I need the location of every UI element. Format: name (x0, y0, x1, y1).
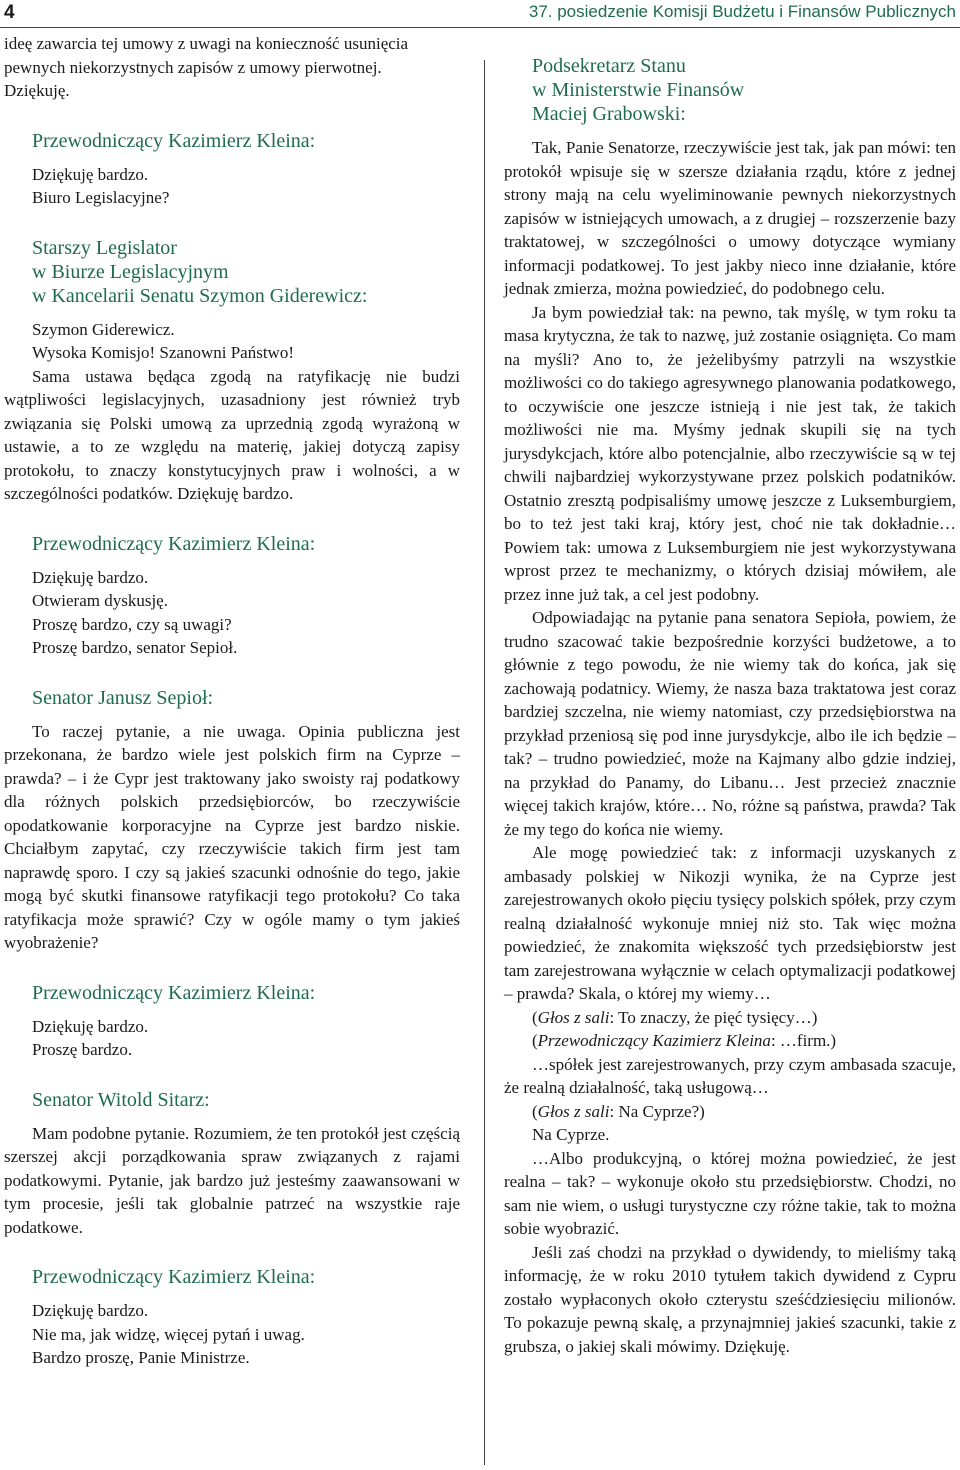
paragraph: To raczej pytanie, a nie uwaga. Opinia publiczna jest przekonana, że bardzo wiele jest polskich firm na Cyprze – prawda? – i że Cypr jest traktowany jako swoisty raj podatkowy dla różnych polskich przedsiębiorców, bo rzeczywiście opodatkowanie korporacyjne na Cyprze jest bardzo niskie. Chciałbym zapytać, czy rzeczywiście takich firm jest tam naprawdę sporo. I czy są jakieś szacunki odnośnie do tego, jakie mogą być skutki finansowe ratyfikacji tego protokołu? Co taka ratyfikacja może sprawić? Czy w ogóle mamy o tym jakieś wyobrażenie? (4, 721, 460, 952)
paragraph: …spółek jest zarejestrowanych, przy czym ambasada szacuje, że realną działalność, taką usługową… (504, 1054, 956, 1097)
speaker-heading-line: Starszy Legislator (32, 236, 177, 259)
interjection: (Głos z sali: To znaczy, że pięć tysięcy…) (532, 1007, 818, 1027)
column-divider (484, 60, 485, 1465)
paragraph: Nie ma, jak widzę, więcej pytań i uwag. (32, 1324, 305, 1344)
paragraph: Na Cyprze. (532, 1125, 610, 1144)
speaker-heading: Przewodniczący Kazimierz Kleina: (32, 981, 316, 1004)
paragraph: Otwieram dyskusję. (32, 591, 168, 610)
speaker-heading-line: Podsekretarz Stanu (532, 55, 686, 77)
speaker-heading-line: w Biurze Legislacyjnym (32, 260, 229, 283)
interjection-text: : Na Cyprze?) (609, 1101, 705, 1121)
speaker-heading-line: w Kancelarii Senatu Szymon Giderewicz: (32, 284, 368, 307)
interjection-speaker: Głos z sali (537, 1101, 610, 1121)
speaker-heading: Przewodniczący Kazimierz Kleina: (32, 1266, 316, 1288)
interjection-text: : To znaczy, że pięć tysięcy…) (609, 1007, 818, 1027)
paragraph: Odpowiadając na pytanie pana senatora Sepioła, powiem, że trudno szacować takie bezpośrednie korzyści budżetowe, a to głównie z tego powodu, że nie wiemy tak do końca, jak się zachowają podatnicy. Wiemy, że nasza baza traktatowa jest coraz bardziej szczelna, nie wiemy natomiast, czy przedsiębiorstwa na przykład przeniosą się pod inne jurysdykcje, albo ile ich będzie – tak? – trudno powiedzieć, może na Kajmany albo gdzie indziej, na przykład do Panamy, do Libanu… Jest przecież znacznie więcej takich krajów, które… No, różne są państwa, prawda? Tak że my tego do końca nie wiemy. (504, 608, 956, 839)
paragraph: Ja bym powiedział tak: na pewno, tak myślę, w tym roku ta masa krytyczna, że tak to nazwę, już zostanie osiągnięta. Co mam na myśli? Ano to, że jeżelibyśmy patrzyli na wszystkie możliwości co do takiego agresywnego planowania podatkowego, to oczywiście one jeszcze istnieją i nie jest tak, że takich możliwości nie ma. Myśmy jednak skupili się na tych jurysdykcjach, które albo potencjalnie, albo rzeczywiście są w tej chwili najbardziej wykorzystywane przez polskich podatników. Ostatnio zresztą podpisaliśmy umowę jeszcze z Luksemburgiem, bo to też jest taki kraj, który jest, choć nie tak dokładnie… Powiem tak: umowa z Luksemburgiem nie jest wykorzystywana wprost przez te mechanizmy, o których dzisiaj mówiłem, ale przez inne już tak, a cel jest podobny. (504, 302, 956, 604)
left-column (4, 32, 460, 1370)
interjection: (Głos z sali: Na Cyprze?) (532, 1101, 705, 1121)
paragraph: Dziękuję bardzo. (32, 164, 149, 184)
paragraph: Wysoka Komisjo! Szanowni Państwo! (32, 343, 294, 362)
header-rule (0, 27, 960, 28)
speaker-heading: Przewodniczący Kazimierz Kleina: (32, 129, 316, 152)
speaker-heading-line: Maciej Grabowski: (532, 103, 686, 125)
speaker-heading: Senator Witold Sitarz: (32, 1088, 210, 1111)
paragraph: Tak, Panie Senatorze, rzeczywiście jest tak, jak pan mówi: ten protokół wpisuje się w szersze działania rządu, które z jednej strony mają na celu wyeliminowanie pewnych niekorzystnych zapisów w istniejących umowach, a z drugiej – rozszerzenie bazy traktatowej, w szczególności o umowy dotyczące wymiany informacji podatkowej. To jest jakby nieco inne działanie, które jednak zmierza, można powiedzieć, do podobnego celu. (504, 138, 956, 298)
page-header (0, 0, 960, 26)
interjection: (Przewodniczący Kazimierz Kleina: …firm.) (532, 1031, 837, 1050)
paragraph: Sama ustawa będąca zgodą na ratyfikację nie budzi wątpliwości legislacyjnych, uzasadniony jest również tryb związania się Polski umową za uprzednią zgodą wyrażoną w ustawie, a to ze względu na materię, jakiej dotyczą zapisy protokołu, to znaczy konstytucyjnych praw i wolności, a w szczególności podatków. Dziękuję bardzo. (4, 366, 460, 503)
interjection-text: : …firm.) (770, 1031, 837, 1050)
running-title: 37. posiedzenie Komisji Budżetu i Finansów Publicznych (528, 2, 956, 21)
intro-thanks: Dziękuję. (4, 81, 70, 100)
speaker-heading-line: w Ministerstwie Finansów (532, 79, 745, 101)
speaker-heading (32, 236, 460, 308)
interjection-speaker: Głos z sali (537, 1007, 610, 1027)
paragraph: Proszę bardzo. (32, 1040, 133, 1059)
paragraph: …Albo produkcyjną, o której można powiedzieć, że jest realna – tak? – wykonuje około stu przedsiębiorstw. Chodzi, no sam nie wiem, o usługi turystyczne czy różne takie, tak to można sobie wyobrazić. (504, 1148, 956, 1238)
paragraph: Dziękuję bardzo. (32, 567, 149, 587)
intro-paragraph: ideę zawarcia tej umowy z uwagi na konieczność usunięcia pewnych niekorzystnych zapisów z umowy pierwotnej. (4, 34, 409, 77)
speaker-heading: Senator Janusz Sepioł: (32, 686, 214, 709)
paragraph: Mam podobne pytanie. Rozumiem, że ten protokół jest częścią szerszej akcji porządkowania spraw związanych z rajami podatkowymi. Pytanie, jak bardzo już jesteśmy zaawansowani w tym procesie, jeśli tak globalnie patrzeć na wszystkie raje podatkowe. (4, 1123, 460, 1237)
page-number: 4 (4, 2, 15, 23)
paragraph: Proszę bardzo, czy są uwagi? (32, 614, 232, 634)
speaker-heading: Przewodniczący Kazimierz Kleina: (32, 532, 316, 555)
paragraph: Szymon Giderewicz. (32, 319, 175, 339)
interjection-speaker: Przewodniczący Kazimierz Kleina (537, 1031, 771, 1050)
paragraph: Jeśli zaś chodzi na przykład o dywidendy, to mieliśmy taką informację, że w roku 2010 tytułem takich dywidend z Cypru zostało wypłaconych około czterystu sześćdziesięciu milionów. To pokazuje pewną skalę, a przynajmniej jakieś szacunki, takie z grubsza, o jakiej skali mówimy. Dziękuję. (504, 1242, 956, 1356)
paragraph: Proszę bardzo, senator Sepioł. (32, 638, 238, 657)
right-column (504, 54, 956, 1358)
speaker-heading (532, 54, 956, 126)
paragraph: Biuro Legislacyjne? (32, 188, 170, 207)
paragraph: Dziękuję bardzo. (32, 1016, 149, 1036)
paragraph: Bardzo proszę, Panie Ministrze. (32, 1348, 250, 1367)
paragraph: Dziękuję bardzo. (32, 1301, 149, 1320)
paragraph: Ale mogę powiedzieć tak: z informacji uzyskanych z ambasady polskiej w Nikozji wynika, że na Cyprze jest zarejestrowanych około pięciu tysięcy polskich spółek, przy czym realną działalność wykonuje mniej niż sto. Tak więc można powiedzieć, że znakomita większość tych przedsiębiorstw jest tam zarejestrowana wyłącznie w celach optymalizacji podatkowej – prawda? Skala, o której my wiemy… (504, 843, 956, 1003)
